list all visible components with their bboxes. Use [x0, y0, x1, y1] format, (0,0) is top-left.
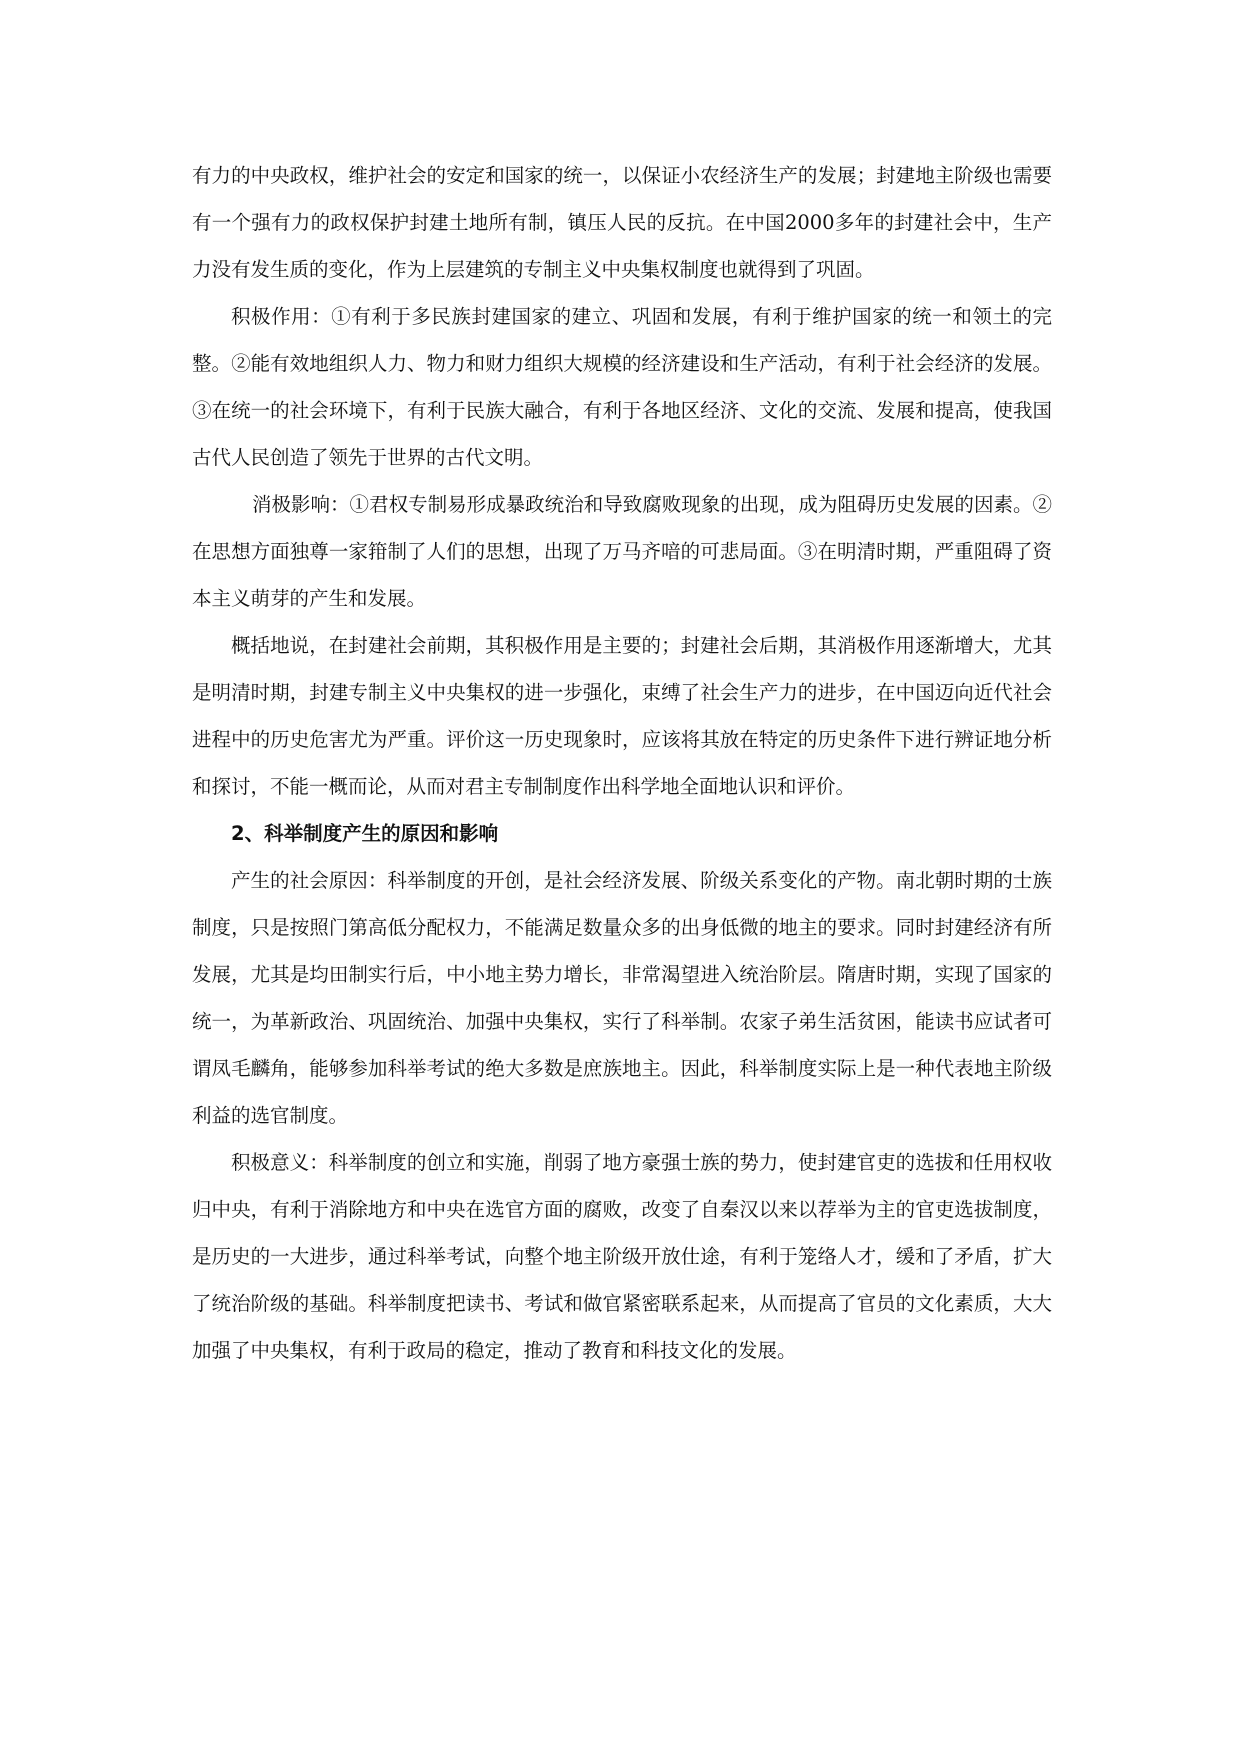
paragraph-social-causes: 产生的社会原因：科举制度的开创，是社会经济发展、阶级关系变化的产物。南北朝时期的士族制度，只是按照门第高低分配权力，不能满足数量众多的出身低微的地主的要求。同时封建经济有所发展，尤其是均田制实行后，中小地主势力增长，非常渴望进入统治阶层。隋唐时期，实现了国家的统一，为革新政治、巩固统治、加强中央集权，实行了科举制。农家子弟生活贫困，能读书应试者可谓凤毛麟角，能够参加科举考试的绝大多数是庶族地主。因此，科举制度实际上是一种代表地主阶级利益的选官制度。 [192, 869, 1052, 1127]
document-body [192, 152, 1052, 1374]
paragraph-summary: 概括地说，在封建社会前期，其积极作用是主要的；封建社会后期，其消极作用逐渐增大，尤其是明清时期，封建专制主义中央集权的进一步强化，束缚了社会生产力的进步，在中国迈向近代社会进程中的历史危害尤为严重。评价这一历史现象时，应该将其放在特定的历史条件下进行辨证地分析和探讨，不能一概而论，从而对君主专制制度作出科学地全面地认识和评价。 [192, 634, 1052, 798]
paragraph-positive-effects: 积极作用：①有利于多民族封建国家的建立、巩固和发展，有利于维护国家的统一和领土的完整。②能有效地组织人力、物力和财力组织大规模的经济建设和生产活动，有利于社会经济的发展。③在统一的社会环境下，有利于民族大融合，有利于各地区经济、文化的交流、发展和提高，使我国古代人民创造了领先于世界的古代文明。 [192, 305, 1052, 469]
section-heading: 2、科举制度产生的原因和影响 [231, 822, 499, 845]
paragraph-continuation: 有力的中央政权，维护社会的安定和国家的统一，以保证小农经济生产的发展；封建地主阶级也需要有一个强有力的政权保护封建土地所有制，镇压人民的反抗。在中国2000多年的封建社会中，生产力没有发生质的变化，作为上层建筑的专制主义中央集权制度也就得到了巩固。 [192, 164, 1052, 281]
paragraph-positive-significance: 积极意义：科举制度的创立和实施，削弱了地方豪强士族的势力，使封建官吏的选拔和任用权收归中央，有利于消除地方和中央在选官方面的腐败，改变了自秦汉以来以荐举为主的官吏选拔制度，是历史的一大进步，通过科举考试，向整个地主阶级开放仕途，有利于笼络人才，缓和了矛盾，扩大了统治阶级的基础。科举制度把读书、考试和做官紧密联系起来，从而提高了官员的文化素质，大大加强了中央集权，有利于政局的稳定，推动了教育和科技文化的发展。 [192, 1151, 1052, 1362]
paragraph-negative-effects: 消极影响：①君权专制易形成暴政统治和导致腐败现象的出现，成为阻碍历史发展的因素。②在思想方面独尊一家箝制了人们的思想，出现了万马齐喑的可悲局面。③在明清时期，严重阻碍了资本主义萌芽的产生和发展。 [192, 493, 1052, 610]
